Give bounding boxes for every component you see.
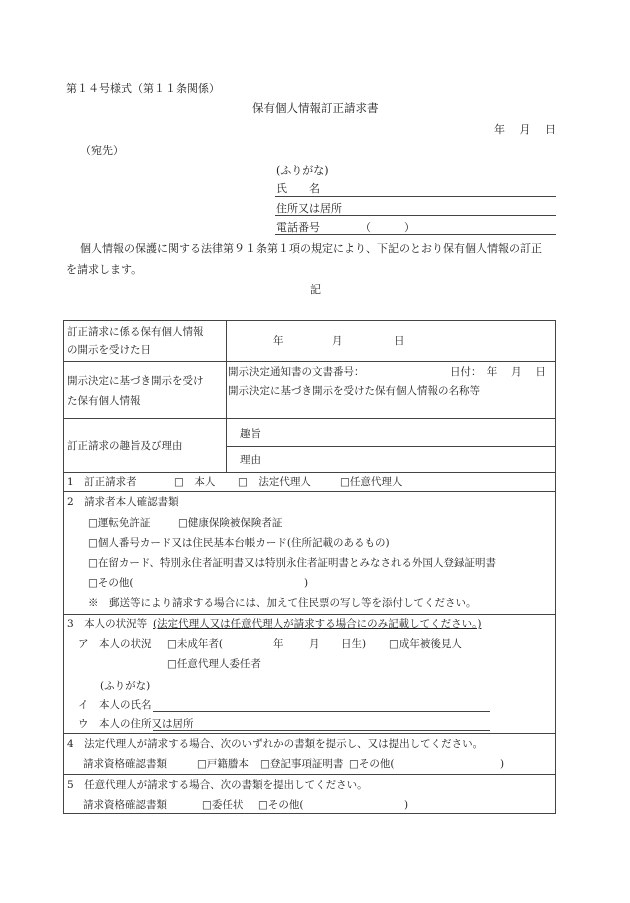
row-divider (64, 472, 555, 473)
s1-voluntary-agent-checkbox[interactable]: □任意代理人 (340, 476, 403, 488)
s3-minor-checkbox[interactable]: □未成年者( (167, 638, 224, 650)
s4-family-register-checkbox[interactable]: □戸籍謄本 (197, 758, 249, 770)
row3-purpose[interactable]: 趣旨 (240, 428, 261, 440)
form-number: 第１４号様式（第１１条関係） (66, 82, 220, 95)
applicant-address-label: 住所又は居所 (276, 202, 342, 215)
s3-label-note: (法定代理人又は任意代理人が請求する場合にのみ記載してください。) (153, 618, 482, 630)
s4-registry-cert-checkbox[interactable]: □登記事項証明書 (260, 758, 344, 770)
s5-other-checkbox[interactable]: □その他( (258, 799, 304, 811)
s1-legal-agent-checkbox[interactable]: □ 法定代理人 (238, 476, 311, 488)
intro-text-2: を請求します。 (66, 263, 143, 276)
row1-label: の開示を受けた日 (67, 344, 151, 356)
s3-person-name-label: イ 本人の氏名 (78, 699, 152, 711)
row-divider (64, 614, 555, 615)
s2-other-checkbox[interactable]: □その他( (88, 577, 134, 589)
s3-furigana: (ふりがな) (100, 680, 151, 692)
s2-health-insurance-checkbox[interactable]: □健康保険被保険者証 (178, 517, 283, 529)
row1-year[interactable]: 年 (273, 335, 284, 347)
row-divider (64, 774, 555, 775)
row2-label: た保有個人情報 (67, 395, 141, 407)
s2-other-close: ) (304, 577, 309, 589)
ki-heading: 記 (310, 283, 321, 296)
s4-other-checkbox[interactable]: □その他( (349, 758, 395, 770)
s1-self-checkbox[interactable]: □ 本人 (174, 476, 216, 488)
s3-minor-month[interactable]: 月 (309, 638, 320, 650)
row2-label: 開示決定に基づき開示を受け (67, 375, 204, 387)
row1-label: 訂正請求に係る保有個人情報 (67, 326, 204, 338)
applicant-name-label: 氏 名 (276, 182, 320, 195)
s3-adult-ward-checkbox[interactable]: □成年被後見人 (389, 638, 462, 650)
s3-delegator-checkbox[interactable]: □任意代理人委任者 (167, 658, 261, 670)
form-title: 保有個人情報訂正請求書 (252, 101, 379, 115)
applicant-phone-line[interactable] (275, 234, 556, 235)
s3-person-name-line[interactable] (153, 711, 490, 712)
s2-label: 2 請求者本人確認書類 (67, 496, 179, 508)
row-divider (64, 733, 555, 734)
addressee: （宛先） (80, 144, 124, 157)
applicant-furigana: (ふりがな) (276, 164, 329, 177)
row-divider (64, 418, 555, 419)
date-line: 年 月 日 (494, 123, 556, 136)
intro-text-1: 個人情報の保護に関する法律第９１条第１項の規定により、下記のとおり保有個人情報の訂正 (80, 242, 542, 255)
applicant-address-line[interactable] (275, 215, 556, 216)
s2-mail-note: ※ 郵送等により請求する場合には、加えて住民票の写し等を添付してください。 (88, 597, 477, 609)
s3-minor-born[interactable]: 日生) (341, 638, 367, 650)
row-divider (64, 361, 555, 362)
s3-minor-year[interactable]: 年 (273, 638, 284, 650)
s3-label: 3 本人の状況等 (67, 618, 148, 630)
applicant-phone-paren: （ ） (360, 221, 415, 234)
row-divider (226, 446, 555, 447)
row1-day[interactable]: 日 (394, 335, 405, 347)
s2-residence-card-checkbox[interactable]: □在留カード、特別永住者証明書又は特別永住者証明書とみなされる外国人登録証明書 (88, 557, 496, 569)
request-table (63, 320, 556, 814)
s2-drivers-license-checkbox[interactable]: □運転免許証 (88, 517, 151, 529)
s2-mynumber-card-checkbox[interactable]: □個人番号カード又は住民基本台帳カード(住所記載のあるもの) (88, 537, 390, 549)
row2-date[interactable]: 日付： 年 月 日 (450, 366, 546, 378)
row1-month[interactable]: 月 (332, 335, 343, 347)
row2-doc-number[interactable]: 開示決定通知書の文書番号： (228, 366, 365, 378)
s4-other-close: ) (500, 758, 505, 770)
s1-label: 1 訂正請求者 (67, 476, 137, 488)
row3-label: 訂正請求の趣旨及び理由 (67, 440, 183, 452)
s3-person-address-line[interactable] (153, 730, 490, 731)
column-divider (226, 321, 227, 472)
s4-docs-label: 請求資格確認書類 (83, 758, 167, 770)
applicant-name-line[interactable] (275, 196, 556, 197)
s4-label: 4 法定代理人が請求する場合、次のいずれかの書類を提示し、又は提出してください。 (67, 738, 484, 750)
s5-proxy-letter-checkbox[interactable]: □委任状 (202, 799, 244, 811)
s3-status-label: ア 本人の状況 (78, 638, 152, 650)
s5-docs-label: 請求資格確認書類 (83, 799, 167, 811)
s5-other-close: ) (404, 799, 409, 811)
s3-person-address-label: ウ 本人の住所又は居所 (78, 718, 194, 730)
row2-info-name[interactable]: 開示決定に基づき開示を受けた保有個人情報の名称等 (228, 385, 480, 397)
row3-reason[interactable]: 理由 (240, 454, 261, 466)
s5-label: 5 任意代理人が請求する場合、次の書類を提出してください。 (67, 779, 368, 791)
row-divider (64, 491, 555, 492)
applicant-phone-label: 電話番号 (276, 221, 320, 234)
